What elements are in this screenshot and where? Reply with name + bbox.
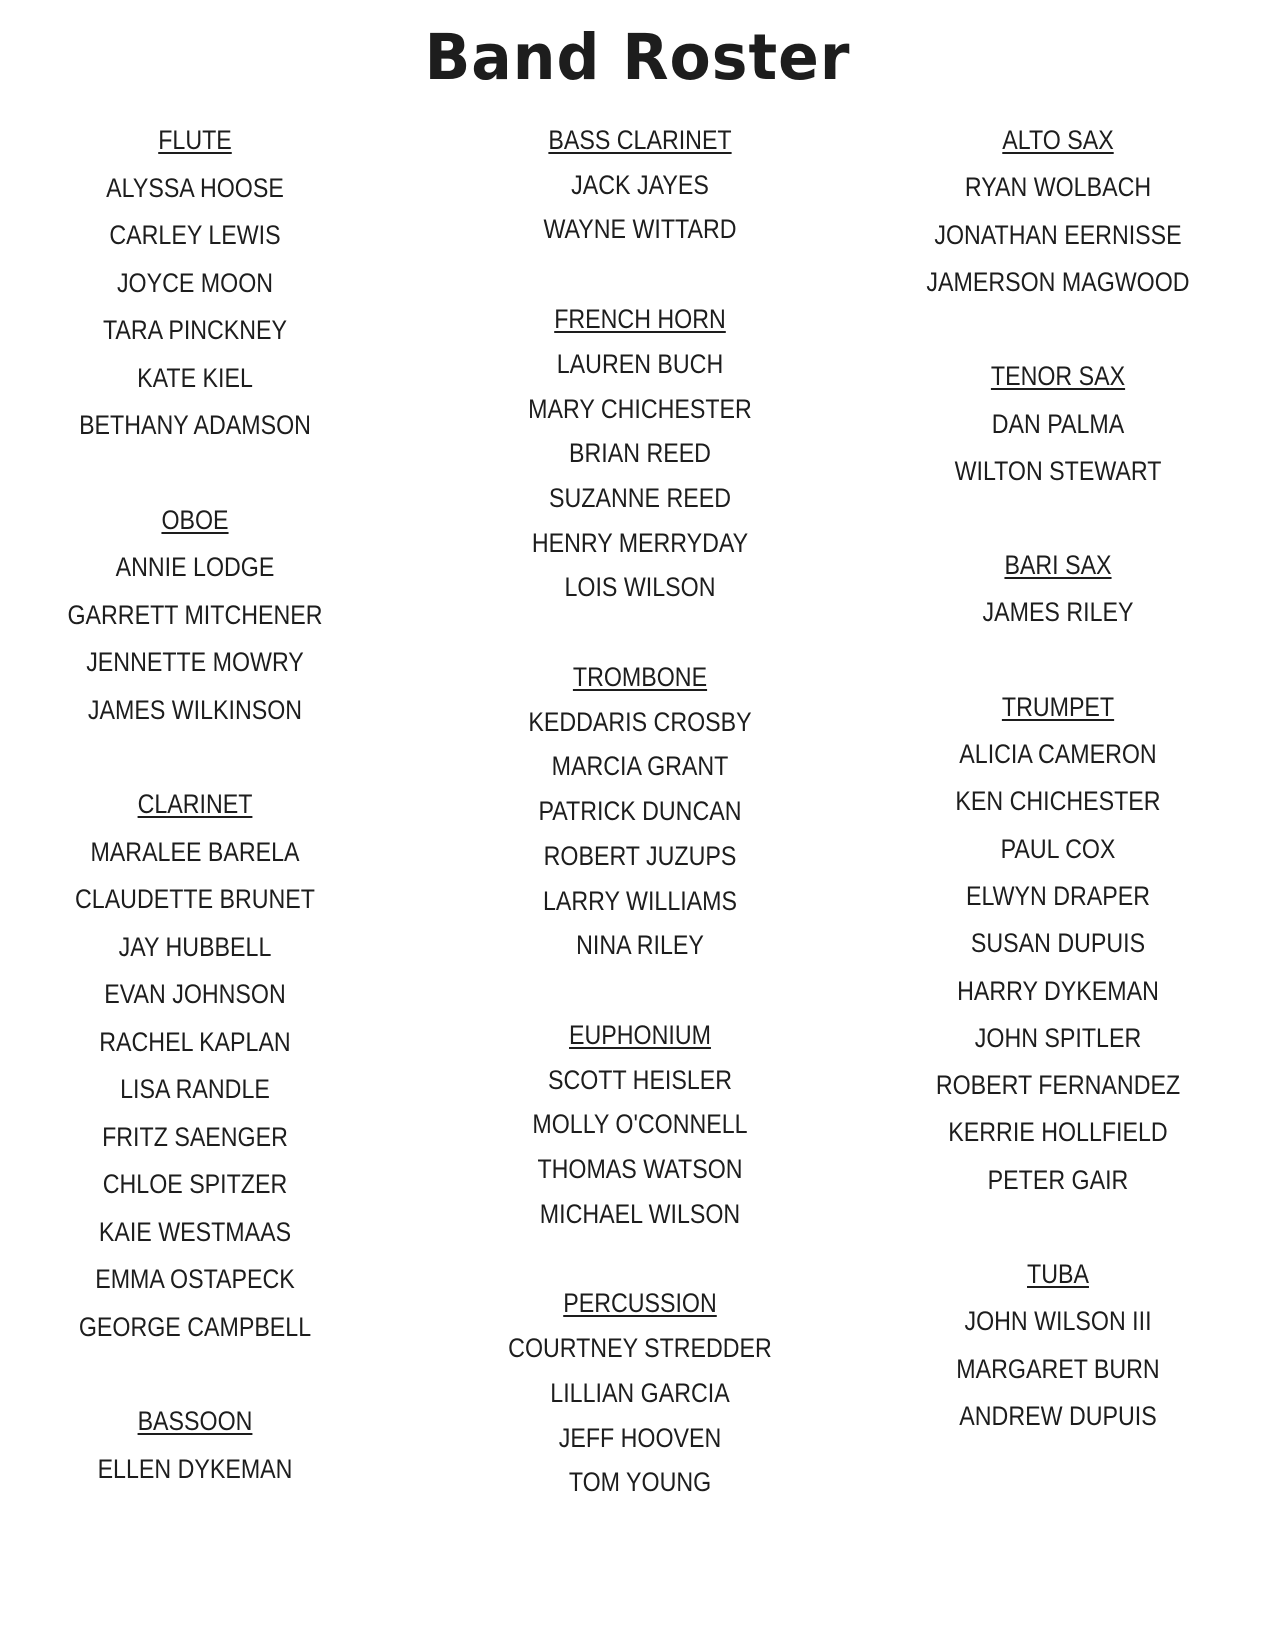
member-name: KAIE WESTMAAS [98,1216,292,1247]
member-name: GARRETT MITCHENER [67,599,323,630]
member-name: JENNETTE MOWRY [86,647,304,677]
member-name: MARY CHICHESTER [528,393,752,424]
member-name: LAUREN BUCH [556,348,724,379]
member-name: ROBERT FERNANDEZ [935,1070,1181,1101]
member-name: ELWYN DRAPER [965,880,1151,911]
member-name: BRIAN REED [569,438,711,469]
member-name: ALICIA CAMERON [959,739,1157,769]
member-name: PETER GAIR [987,1164,1129,1195]
section-header: TENOR SAX [990,361,1126,392]
member-name: CARLEY LEWIS [109,220,281,250]
member-name: GEORGE CAMPBELL [78,1311,312,1342]
section-header: ALTO SAX [1002,125,1114,155]
member-name: LILLIAN GARCIA [550,1377,730,1408]
member-name: SUZANNE REED [549,482,731,513]
member-name: COURTNEY STREDDER [508,1333,772,1364]
member-name: JACK JAYES [571,169,709,200]
section-header: CLARINET [137,789,253,819]
section-header: BARI SAX [1004,550,1112,581]
member-name: JAY HUBBELL [118,931,272,962]
section-header: FRENCH HORN [554,304,726,335]
member-name: LOIS WILSON [564,572,716,603]
member-name: LARRY WILLIAMS [542,885,738,916]
member-name: PAUL COX [1000,833,1116,864]
page-title: Band Roster [424,21,851,95]
section-header: OBOE [161,504,229,535]
member-name: JAMES RILEY [982,597,1134,628]
member-name: HENRY MERRYDAY [531,527,749,558]
member-name: EVAN JOHNSON [104,979,286,1009]
member-name: TOM YOUNG [568,1467,712,1498]
member-name: JOHN WILSON III [964,1306,1152,1337]
member-name: HARRY DYKEMAN [957,975,1159,1006]
section-header: FLUTE [158,125,232,155]
member-name: KATE KIEL [137,362,253,393]
member-name: MARCIA GRANT [551,751,729,782]
section-header: BASSOON [137,1406,253,1436]
member-name: WILTON STEWART [954,455,1162,486]
member-name: MARALEE BARELA [90,836,300,867]
member-name: KEN CHICHESTER [955,786,1161,817]
member-name: DAN PALMA [991,408,1125,439]
member-name: KEDDARIS CROSBY [528,706,752,737]
member-name: JOHN SPITLER [974,1022,1142,1053]
member-name: SUSAN DUPUIS [970,928,1146,959]
member-name: MARGARET BURN [956,1353,1160,1384]
member-name: JOYCE MOON [116,267,274,298]
section-header: TUBA [1027,1259,1089,1289]
member-name: RACHEL KAPLAN [99,1026,291,1057]
member-name: JAMES WILKINSON [87,694,303,725]
member-name: NINA RILEY [576,930,704,961]
member-name: BETHANY ADAMSON [79,410,311,440]
member-name: MOLLY O'CONNELL [532,1109,748,1140]
member-name: WAYNE WITTARD [543,214,737,245]
member-name: ALYSSA HOOSE [106,172,284,203]
member-name: ANDREW DUPUIS [959,1400,1157,1431]
section-header: EUPHONIUM [569,1019,711,1050]
member-name: FRITZ SAENGER [102,1121,288,1152]
member-name: JAMERSON MAGWOOD [926,266,1190,297]
member-name: KERRIE HOLLFIELD [948,1117,1168,1148]
member-name: PATRICK DUNCAN [538,796,742,827]
member-name: EMMA OSTAPECK [95,1264,295,1294]
member-name: JONATHAN EERNISSE [934,219,1182,250]
member-name: ANNIE LODGE [115,552,275,582]
section-header: PERCUSSION [563,1288,717,1319]
member-name: JEFF HOOVEN [558,1422,722,1453]
member-name: ELLEN DYKEMAN [97,1453,293,1484]
section-header: TRUMPET [1001,691,1115,722]
member-name: MICHAEL WILSON [539,1198,741,1229]
member-name: SCOTT HEISLER [547,1064,733,1095]
member-name: CHLOE SPITZER [102,1169,288,1199]
section-header: BASS CLARINET [548,125,732,155]
member-name: THOMAS WATSON [537,1154,743,1184]
member-name: LISA RANDLE [120,1074,270,1104]
member-name: ROBERT JUZUPS [543,840,737,871]
section-header: TROMBONE [572,662,708,692]
member-name: TARA PINCKNEY [102,315,288,345]
member-name: CLAUDETTE BRUNET [75,884,315,914]
member-name: RYAN WOLBACH [964,172,1152,203]
